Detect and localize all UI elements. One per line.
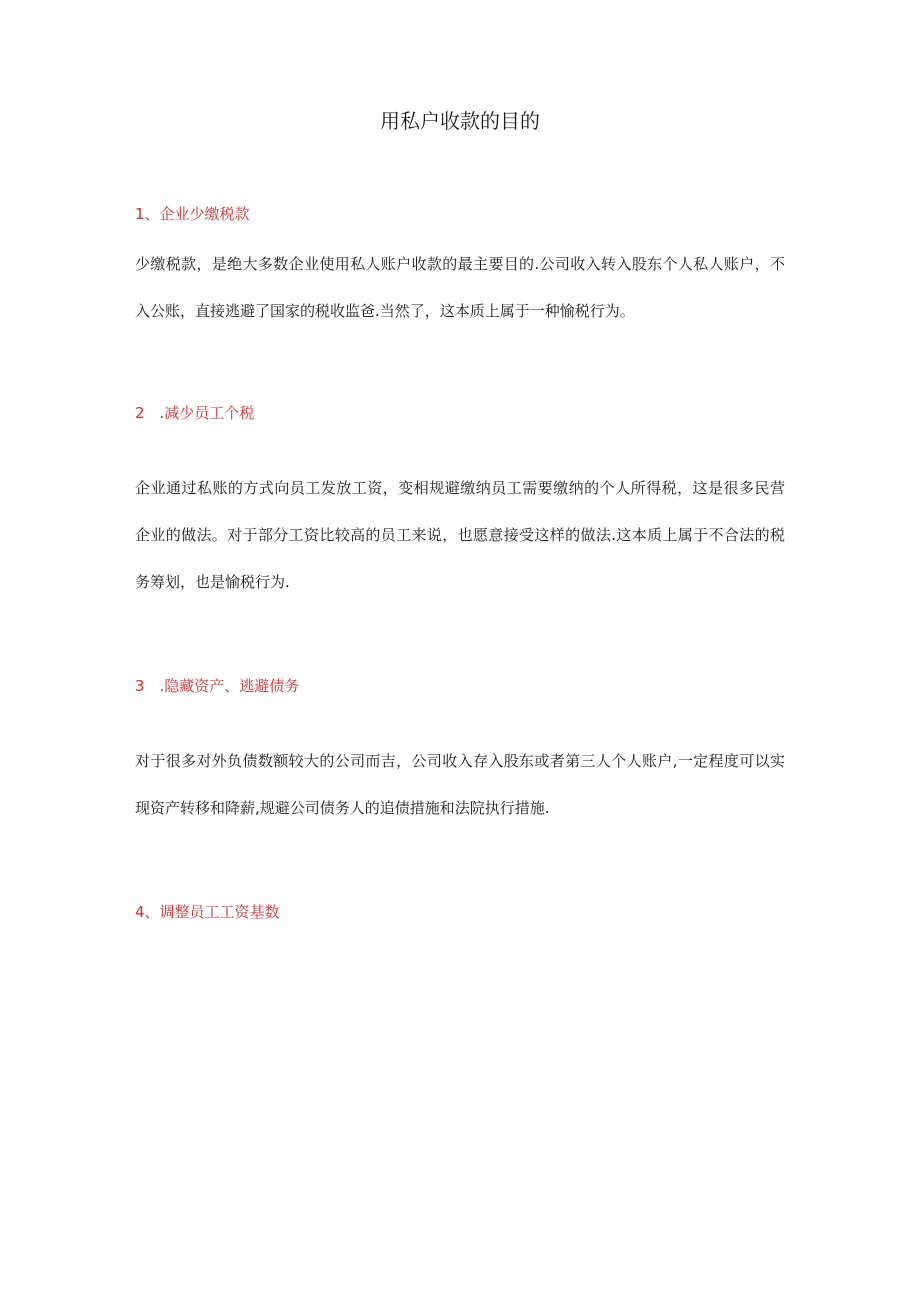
section-1-heading: 1、企业少缴税款 [135,205,250,223]
section-3-line-1: 对于很多对外负债数额较大的公司而吉，公司收入存入股东或者第三人个人账户,一定程度可以实 [135,752,785,770]
section-3-line-2: 现资产转移和降薪,规避公司债务人的追债措施和法院执行措施. [135,799,550,817]
section-1-paragraph [135,253,785,322]
section-2-line-1: 企业通过私账的方式向员工发放工资，变相规避缴纳员工需要缴纳的个人所得税，这是很多民营 [135,479,785,497]
section-3-heading: 3 .隐藏资产、逃避债务 [135,677,300,695]
section-4-heading: 4、调整员工工资基数 [135,903,280,921]
section-1-line-1: 少缴税款，是绝大多数企业使用私人账户收款的最主要目的.公司收入转入股东个人私人账户，不 [135,255,785,273]
section-2-line-3: 务筹划，也是愉税行为. [135,573,290,591]
section-2-line-2: 企业的做法。对于部分工资比较高的员工来说，也愿意接受这样的做法.这本质上属于不合法的税 [135,526,785,544]
section-2-heading: 2 .减少员工个税 [135,404,255,422]
section-3-paragraph [135,750,785,819]
section-2-paragraph [135,477,785,593]
document-title: 用私户收款的目的 [380,109,540,133]
section-1-line-2: 入公账，直接逃避了国家的税收监爸.当然了，这本质上属于一种愉税行为。 [135,302,635,320]
